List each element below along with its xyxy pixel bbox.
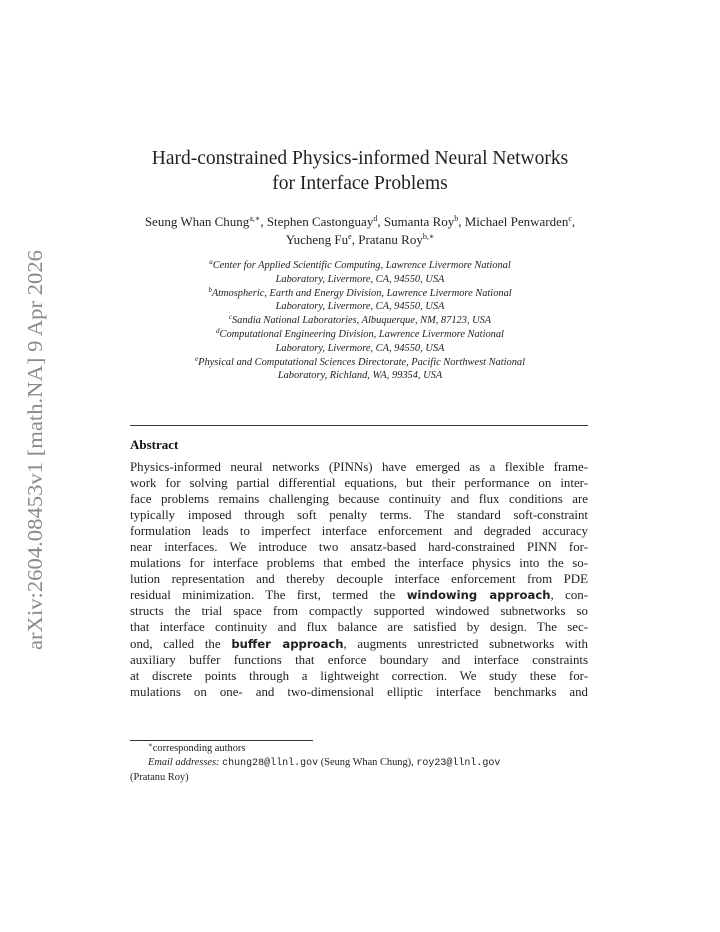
affiliation-mark: e	[195, 354, 199, 363]
abstract-line: mulations on one- and two-dimensional elliptic interface benchmarks and	[130, 684, 588, 699]
abstract-line: Physics-informed neural networks (PINNs) have emerged as a flexible frame-	[130, 460, 588, 474]
affiliation-mark: a	[209, 258, 213, 266]
author-affil-mark: b,∗	[422, 232, 435, 241]
footnotes	[130, 742, 590, 785]
author-name: Sumanta Roy	[383, 214, 455, 229]
email-footnote-continued: (Pratanu Roy)	[130, 772, 189, 783]
abstract-line: work for solving partial differential equations, but their performance on inter-	[130, 476, 588, 491]
abstract-line: that interface continuity and flux balance are satisfied by design. The sec-	[130, 620, 588, 635]
abstract-line: lution representation and thereby decouple interface enforcement from PDE	[130, 572, 588, 587]
abstract-line: auxiliary buffer functions that enforce boundary and interface constraints	[130, 652, 588, 667]
arxiv-stamp-text: arXiv:2604.08453v1 [math.NA] 9 Apr 2026	[23, 270, 47, 650]
abstract-body	[130, 459, 588, 700]
affiliation-line: Laboratory, Livermore, CA, 94550, USA	[275, 301, 445, 313]
affiliation-line	[140, 259, 580, 273]
affiliation-mark: b	[208, 285, 212, 294]
affiliation-list	[140, 259, 580, 383]
abstract-line: face problems remains challenging because continuity and flux conditions are	[130, 492, 588, 507]
windowing-approach-term: windowing approach	[406, 588, 551, 603]
affiliation-mark: c	[228, 313, 232, 322]
author-affil-mark: a,∗	[249, 214, 261, 223]
footnote-rule	[130, 740, 313, 741]
abstract-line: residual minimization. The first, termed the windowing approach, con-	[130, 588, 589, 603]
abstract-top-rule	[130, 425, 588, 426]
author-affil-mark: d	[373, 214, 378, 223]
author-name: Seung Whan Chung	[144, 214, 250, 229]
abstract-line: ond, called the buffer approach, augments unrestricted subnetworks with	[130, 636, 588, 651]
email-footnote: Email addresses: chung28@llnl.gov (Seung Whan Chung), roy23@llnl.gov	[148, 757, 501, 769]
affiliation-text: Sandia National Laboratories, Albuquerque, NM, 87123, USA	[231, 315, 492, 327]
paper-title	[100, 146, 620, 196]
affiliation-line: Laboratory, Livermore, CA, 94550, USA	[275, 273, 445, 285]
abstract-line: at discrete points through a lightweight correction. We study these for-	[130, 668, 588, 683]
author-affil-mark: b	[454, 214, 459, 223]
email-label: Email addresses:	[148, 757, 220, 768]
affiliation-text: Physical and Computational Sciences Directorate, Pacific Northwest National	[198, 356, 525, 368]
abstract-line: formulation leads to imperfect interface enforcement and degraded accuracy	[130, 524, 588, 539]
author-affil-mark: c	[568, 214, 572, 223]
email-link-chung[interactable]: chung28@llnl.gov	[222, 758, 319, 769]
affiliation-text: Atmospheric, Earth and Energy Division, Lawrence Livermore National	[211, 287, 512, 299]
corresponding-footnote: ∗corresponding authors	[148, 741, 246, 754]
author-affil-mark: e	[348, 232, 352, 241]
author-name: Stephen Castonguay	[266, 214, 374, 229]
abstract-heading: Abstract	[130, 437, 179, 452]
abstract-line: near interfaces. We introduce two ansatz-based hard-constrained PINN for-	[130, 540, 588, 555]
arxiv-identifier-stamp	[12, 250, 54, 650]
footnote-mark: ∗	[148, 741, 153, 749]
affiliation-text: Computational Engineering Division, Lawrence Livermore National	[219, 328, 504, 340]
affiliation-line	[140, 356, 580, 370]
affiliation-text: Center for Applied Scientific Computing, Lawrence Livermore National	[212, 260, 511, 271]
email-link-roy[interactable]: roy23@llnl.gov	[416, 758, 501, 769]
affiliation-line: Laboratory, Livermore, CA, 94550, USA	[275, 342, 445, 354]
author-list: Seung Whan Chung$^{a,∗}$, Stephen Castonguay$^d$, Sumanta Roy$^b$, Michael Penwarden$^c$, Yucheng Fu$^e$, Pratanu Roy$^{b,∗}$	[144, 214, 576, 247]
title-line-1: Hard-constrained Physics-informed Neural Networks	[151, 148, 569, 169]
affiliation-line: Laboratory, Richland, WA, 99354, USA	[277, 370, 443, 382]
affiliation-line	[140, 287, 580, 301]
affiliation-mark: d	[216, 326, 220, 335]
author-name: Yucheng Fu	[285, 232, 349, 247]
author-name: Michael Penwarden	[464, 214, 569, 229]
abstract-line: structs the trial space from compactly supported windowed subnetworks so	[130, 604, 588, 619]
abstract-line: mulations for interface problems that embed the interface physics into the so-	[130, 556, 588, 571]
affiliation-line	[140, 314, 580, 328]
author-name: Pratanu Roy	[358, 232, 423, 247]
abstract-line: typically imposed through soft penalty terms. The standard soft-constraint	[130, 508, 588, 523]
affiliation-line	[140, 328, 580, 342]
buffer-approach-term: buffer approach	[231, 636, 344, 651]
title-line-2: for Interface Problems	[272, 173, 448, 194]
